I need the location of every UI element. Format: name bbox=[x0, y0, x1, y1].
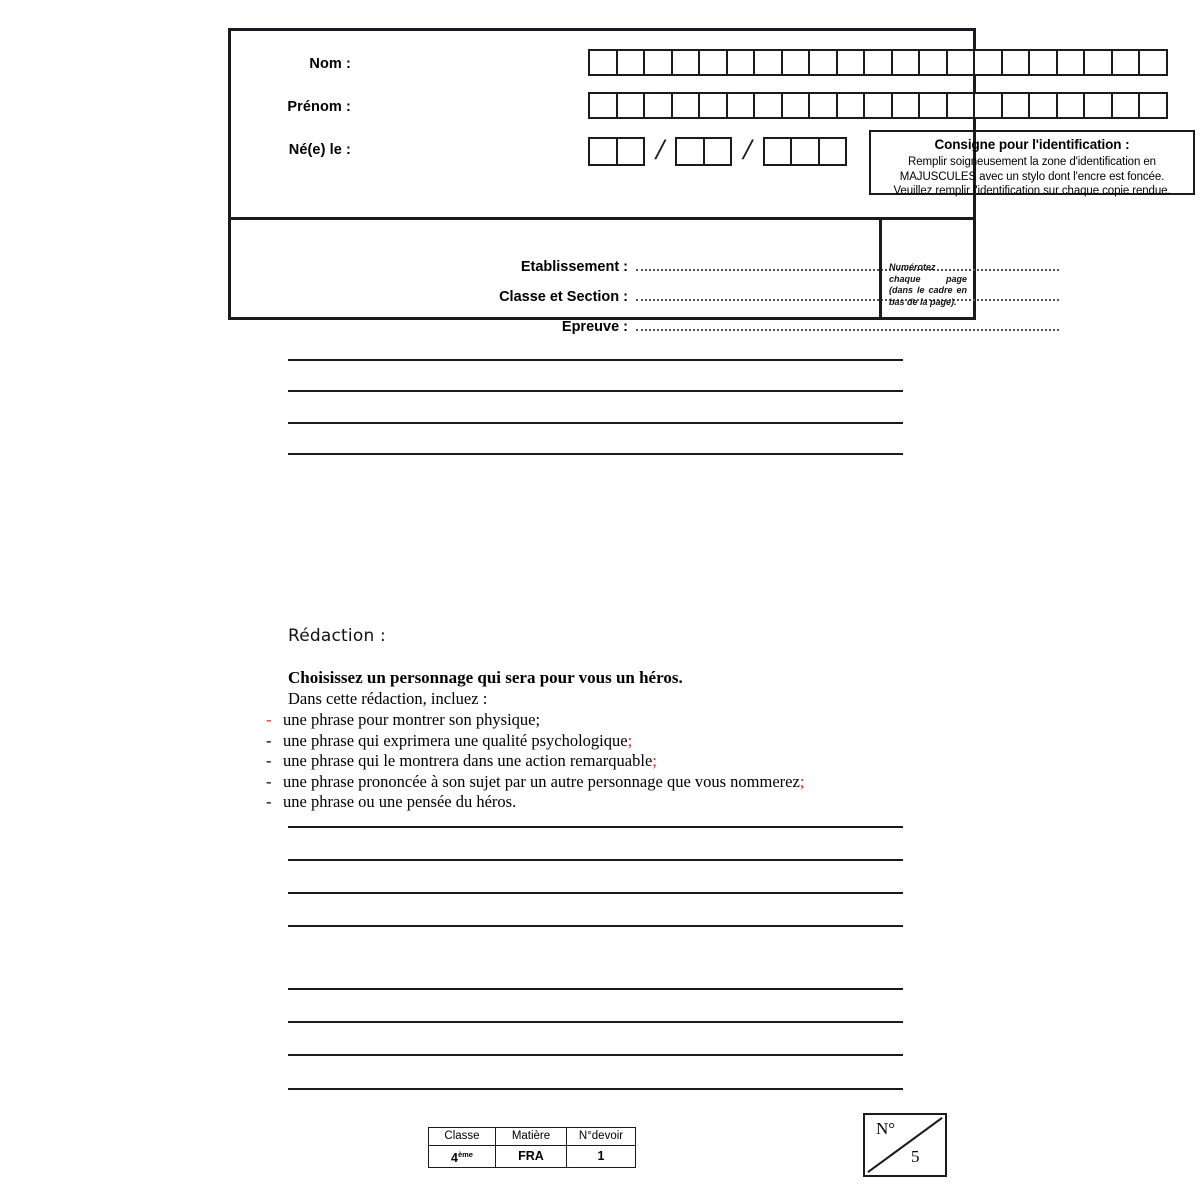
prenom-box-cell[interactable] bbox=[863, 92, 893, 119]
etablissement-label: Etablissement : bbox=[520, 259, 628, 275]
list-item-text: une phrase qui le montrera dans une action remarquable bbox=[283, 751, 653, 770]
writing-line bbox=[288, 892, 903, 894]
epreuve-dotted-line[interactable] bbox=[636, 318, 1059, 331]
birth-month-box-cell[interactable] bbox=[675, 137, 705, 166]
footer-value-ndevoir: 1 bbox=[567, 1146, 636, 1168]
writing-line bbox=[288, 925, 903, 927]
prenom-box-cell[interactable] bbox=[808, 92, 838, 119]
list-item-text: une phrase qui exprimera une qualité psychologique bbox=[283, 730, 628, 750]
classe-et-section-label: Classe et Section : bbox=[499, 289, 628, 305]
writing-line bbox=[288, 453, 903, 455]
identification-upper bbox=[231, 31, 1171, 217]
footer-info-table bbox=[428, 1127, 636, 1168]
prenom-box-cell[interactable] bbox=[1138, 92, 1168, 119]
prenom-box-cell[interactable] bbox=[1111, 92, 1141, 119]
identification-vertical-divider bbox=[879, 220, 882, 317]
footer-value-row bbox=[429, 1146, 636, 1168]
prenom-box-cell[interactable] bbox=[891, 92, 921, 119]
footer-header-matiere: Matière bbox=[496, 1128, 567, 1146]
birth-month-box-cell[interactable] bbox=[703, 137, 733, 166]
prenom-box-cell[interactable] bbox=[753, 92, 783, 119]
date-separator: / bbox=[656, 133, 665, 166]
birth-day-box-group[interactable] bbox=[588, 137, 643, 166]
etablissement-dotted-line[interactable] bbox=[636, 258, 1059, 271]
prenom-box-cell[interactable] bbox=[836, 92, 866, 119]
nom-input-boxes[interactable] bbox=[588, 49, 1166, 76]
identification-block bbox=[228, 28, 1171, 335]
prenom-input-boxes[interactable] bbox=[588, 92, 1166, 119]
writing-line bbox=[288, 826, 903, 828]
birth-day-box-cell[interactable] bbox=[616, 137, 646, 166]
nom-box-cell[interactable] bbox=[616, 49, 646, 76]
list-item-punctuation: ; bbox=[652, 751, 657, 770]
prenom-box-cell[interactable] bbox=[1028, 92, 1058, 119]
footer-header-ndevoir: N°devoir bbox=[567, 1128, 636, 1146]
date-de-naissance-input-boxes[interactable] bbox=[588, 135, 845, 168]
numerotez-note: Numérotez chaque page (dans le cadre en bas de la page). bbox=[889, 262, 967, 307]
list-bullet-dash: - bbox=[266, 710, 272, 729]
redaction-requirements-list bbox=[266, 710, 908, 813]
nom-box-cell[interactable] bbox=[1028, 49, 1058, 76]
prenom-box-cell[interactable] bbox=[726, 92, 756, 119]
prenom-box-cell[interactable] bbox=[588, 92, 618, 119]
list-item-text: une phrase ou une pensée du héros. bbox=[283, 792, 517, 811]
prenom-box-cell[interactable] bbox=[973, 92, 1003, 119]
nom-box-cell[interactable] bbox=[808, 49, 838, 76]
prenom-box-cell[interactable] bbox=[1001, 92, 1031, 119]
consigne-line-1: Remplir soigneusement la zone d'identification en bbox=[908, 156, 1156, 168]
nom-box-cell[interactable] bbox=[836, 49, 866, 76]
nom-box-cell[interactable] bbox=[891, 49, 921, 76]
list-bullet-dash: - bbox=[266, 751, 272, 770]
nom-box-cell[interactable] bbox=[1056, 49, 1086, 76]
redaction-list-item bbox=[266, 710, 908, 731]
redaction-section bbox=[266, 626, 908, 813]
nom-box-cell[interactable] bbox=[726, 49, 756, 76]
date-separator: / bbox=[743, 133, 752, 166]
consigne-identification-box bbox=[869, 130, 1195, 195]
footer-value-matiere: FRA bbox=[496, 1146, 567, 1168]
list-bullet-dash: - bbox=[266, 771, 272, 791]
prenom-box-cell[interactable] bbox=[671, 92, 701, 119]
prenom-box-cell[interactable] bbox=[698, 92, 728, 119]
page-number-label: N° bbox=[876, 1119, 896, 1138]
nom-box-cell[interactable] bbox=[1083, 49, 1113, 76]
identification-lower bbox=[231, 220, 973, 335]
redaction-prompt-bold: Choisissez un personnage qui sera pour vous un héros. bbox=[288, 668, 683, 687]
nom-box-cell[interactable] bbox=[671, 49, 701, 76]
redaction-list-item bbox=[266, 731, 908, 752]
footer-header-classe: Classe bbox=[429, 1128, 496, 1146]
list-bullet-dash: - bbox=[266, 730, 272, 750]
epreuve-field[interactable] bbox=[231, 318, 1081, 335]
nom-box-cell[interactable] bbox=[918, 49, 948, 76]
writing-line bbox=[288, 1021, 903, 1023]
prenom-box-cell[interactable] bbox=[1056, 92, 1086, 119]
list-bullet-dash: - bbox=[266, 792, 272, 811]
nom-box-cell[interactable] bbox=[1138, 49, 1168, 76]
consigne-line-3: Veuillez remplir l'identification sur chaque copie rendue. bbox=[893, 185, 1171, 197]
list-item-punctuation: ; bbox=[799, 771, 805, 791]
classe-et-section-dotted-line[interactable] bbox=[636, 288, 1059, 301]
date-de-naissance-label: Né(e) le : bbox=[288, 142, 351, 158]
nom-box-cell[interactable] bbox=[753, 49, 783, 76]
prenom-box-cell[interactable] bbox=[1083, 92, 1113, 119]
footer-value-classe: 4ème bbox=[429, 1146, 496, 1168]
birth-month-box-group[interactable] bbox=[675, 137, 730, 166]
nom-label: Nom : bbox=[309, 56, 351, 72]
redaction-list-item bbox=[266, 772, 908, 793]
nom-box-cell[interactable] bbox=[946, 49, 976, 76]
writing-line bbox=[288, 390, 903, 392]
nom-box-cell[interactable] bbox=[1111, 49, 1141, 76]
list-item-text: une phrase pour montrer son physique bbox=[283, 710, 536, 729]
prenom-box-cell[interactable] bbox=[616, 92, 646, 119]
redaction-heading: Rédaction : bbox=[288, 626, 386, 646]
writing-line bbox=[288, 988, 903, 990]
redaction-prompt-sub: Dans cette rédaction, incluez : bbox=[288, 689, 488, 708]
nom-box-cell[interactable] bbox=[781, 49, 811, 76]
birth-year-box-cell[interactable] bbox=[818, 137, 848, 166]
redaction-list-item bbox=[266, 751, 908, 772]
nom-box-cell[interactable] bbox=[643, 49, 673, 76]
epreuve-label: Epreuve : bbox=[561, 319, 628, 335]
nom-box-cell[interactable] bbox=[588, 49, 618, 76]
birth-year-box-cell[interactable] bbox=[763, 137, 793, 166]
footer-header-row bbox=[429, 1128, 636, 1146]
writing-line bbox=[288, 359, 903, 361]
writing-line bbox=[288, 1054, 903, 1056]
list-item-punctuation: ; bbox=[627, 730, 633, 750]
birth-year-box-cell[interactable] bbox=[790, 137, 820, 166]
prenom-box-cell[interactable] bbox=[781, 92, 811, 119]
consigne-line-2: MAJUSCULES avec un stylo dont l'encre est foncée. bbox=[899, 170, 1165, 183]
consigne-title: Consigne pour l'identification : bbox=[934, 137, 1130, 152]
prenom-label: Prénom : bbox=[287, 99, 351, 115]
birth-year-box-group[interactable] bbox=[763, 137, 846, 166]
birth-day-box-cell[interactable] bbox=[588, 137, 618, 166]
writing-line bbox=[288, 422, 903, 424]
page-number-box[interactable] bbox=[863, 1113, 947, 1177]
prenom-box-cell[interactable] bbox=[946, 92, 976, 119]
nom-box-cell[interactable] bbox=[698, 49, 728, 76]
page-number-value: 5 bbox=[911, 1147, 920, 1166]
nom-box-cell[interactable] bbox=[863, 49, 893, 76]
prenom-box-cell[interactable] bbox=[918, 92, 948, 119]
writing-line bbox=[288, 1088, 903, 1090]
prenom-box-cell[interactable] bbox=[643, 92, 673, 119]
list-item-text: une phrase prononcée à son sujet par un autre personnage que vous nommerez bbox=[283, 771, 800, 791]
redaction-list-item bbox=[266, 792, 908, 813]
nom-box-cell[interactable] bbox=[1001, 49, 1031, 76]
nom-box-cell[interactable] bbox=[973, 49, 1003, 76]
writing-line bbox=[288, 859, 903, 861]
list-item-punctuation: ; bbox=[535, 710, 541, 729]
